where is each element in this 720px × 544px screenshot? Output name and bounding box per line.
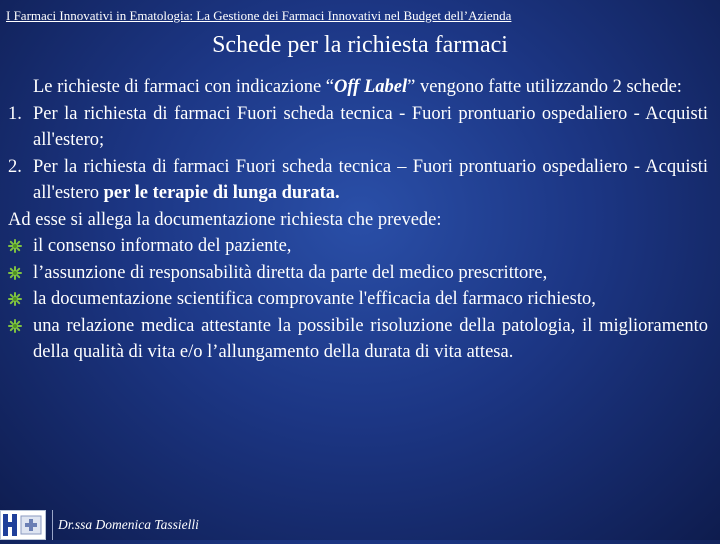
author-name: Dr.ssa Domenica Tassielli	[58, 517, 199, 532]
item-number: 2.	[8, 156, 22, 177]
flower-bullet-icon	[8, 319, 22, 333]
item-text	[33, 154, 708, 207]
numbered-item-1	[8, 101, 708, 154]
attachment-intro: Ad esse si allega la documentazione richiesta che prevede:	[8, 209, 442, 230]
hospital-logo-icon	[0, 510, 46, 540]
bullet-item	[8, 286, 708, 313]
bullet-text: la documentazione scientifica comprovante l'efficacia del farmaco richiesto,	[33, 289, 596, 309]
item-text-plain: Per la richiesta di farmaci Fuori scheda tecnica – Fuori prontuario ospedaliero - Acquisti all'estero	[33, 156, 708, 203]
course-title: I Farmaci Innovativi in Ematologia: La Gestione dei Farmaci Innovativi nel Budget dell’Azienda	[6, 8, 512, 23]
item-text-bold: per le terapie di lunga durata.	[103, 183, 340, 203]
bullet-item	[8, 233, 708, 260]
flower-bullet-icon	[8, 239, 22, 253]
intro-text-1: Le richieste di farmaci con indicazione “	[33, 77, 334, 97]
slide-footer	[0, 510, 240, 540]
item-text: Per la richiesta di farmaci Fuori scheda tecnica - Fuori prontuario ospedaliero - Acquisti all'estero;	[33, 103, 708, 150]
bullet-text: una relazione medica attestante la possibile risoluzione della patologia, il miglioramento della qualità di vita e/o l’allungamento della durata di vita attesa.	[33, 315, 708, 362]
off-label-emphasis: Off Label	[334, 77, 408, 97]
intro-paragraph	[8, 74, 708, 101]
bullet-text: l’assunzione di responsabilità diretta da parte del medico prescrittore,	[33, 262, 548, 283]
item-number: 1.	[8, 103, 22, 124]
slide-body	[8, 74, 708, 366]
bullet-item	[8, 260, 708, 287]
bullet-item	[8, 313, 708, 366]
footer-divider	[52, 510, 53, 540]
intro-text-2: ” vengono fatte utilizzando 2 schede:	[407, 77, 682, 97]
flower-bullet-icon	[8, 292, 22, 306]
bullet-text: il consenso informato del paziente,	[33, 236, 292, 256]
flower-bullet-icon	[8, 266, 22, 280]
slide-title: Schede per la richiesta farmaci	[212, 32, 508, 58]
numbered-item-2	[8, 154, 708, 207]
